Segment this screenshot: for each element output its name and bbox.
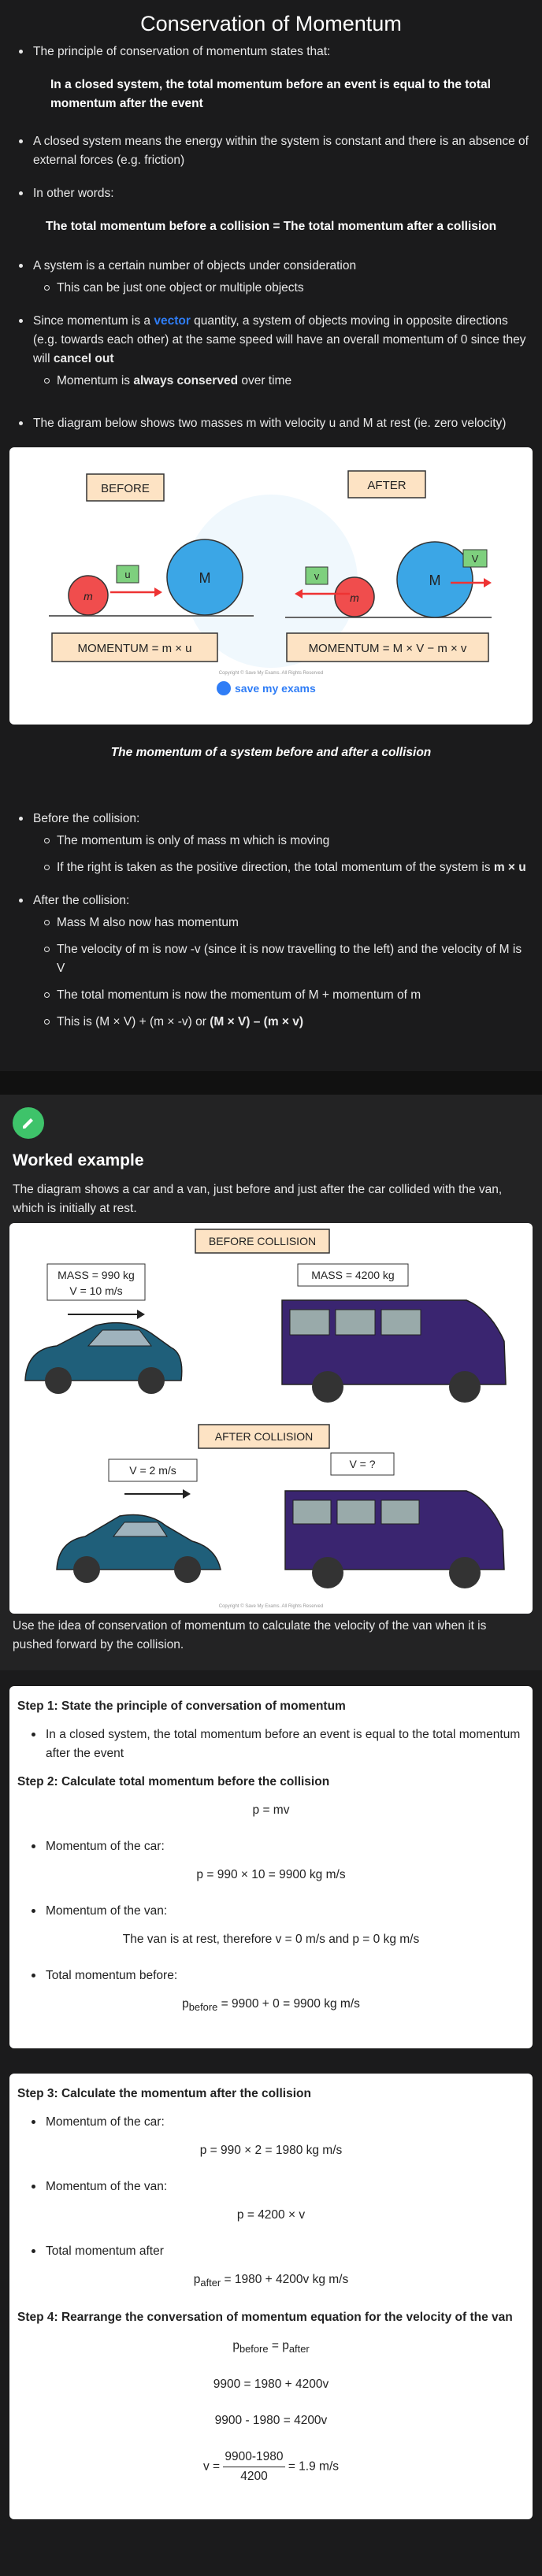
van-wheel <box>449 1371 481 1403</box>
solution-card-2 <box>9 2074 533 2519</box>
before-2-bold: m × u <box>493 861 526 875</box>
sub-item: The velocity of m is now -v (since it is now travelling to the left) and the velocity of M is V <box>57 940 529 978</box>
denominator: 4200 <box>240 2469 268 2483</box>
car-velocity: V = 10 m/s <box>69 1284 123 1297</box>
car-mass: MASS = 990 kg <box>58 1268 135 1281</box>
after-label: After the collision: <box>33 894 130 908</box>
before-label: Before the collision: <box>33 812 140 826</box>
copyright: Copyright © Save My Exams. All Rights Reserved <box>218 1603 324 1609</box>
section-divider <box>0 1071 542 1095</box>
mass-m-label-after: m <box>350 591 359 605</box>
subscript: before <box>188 2001 218 2014</box>
car-after-arrow-head <box>183 1489 191 1499</box>
van-after-window <box>381 1500 419 1524</box>
pencil-icon <box>13 1107 44 1139</box>
van-wheel <box>312 1371 343 1403</box>
van-window <box>290 1310 329 1335</box>
u-label: u <box>124 569 131 581</box>
vector-link[interactable]: vector <box>154 314 191 328</box>
worked-heading: Worked example <box>13 1151 144 1170</box>
step-4-heading: Step 4: Rearrange the conversation of momentum equation for the velocity of the van <box>17 2311 513 2325</box>
car-after-wheel <box>73 1556 100 1583</box>
intro-b6: The diagram below shows two masses m with velocity u and M at rest (ie. zero velocity) <box>33 417 507 431</box>
step-2-car: Momentum of the car: <box>46 1837 525 1856</box>
equation <box>17 2270 525 2291</box>
intro-b5-bold: cancel out <box>53 352 114 366</box>
van-after-window <box>293 1500 331 1524</box>
p-symbol: p <box>232 2339 239 2353</box>
equation-rhs: = 1980 + 4200v kg m/s <box>221 2273 349 2287</box>
intro-list-2 <box>13 132 529 203</box>
van-after-window <box>337 1500 375 1524</box>
list-item <box>33 43 529 61</box>
sub-bold: always conserved <box>133 374 239 388</box>
intro-b5-pre: Since momentum is a <box>33 314 154 328</box>
van-after-wheel <box>312 1557 343 1588</box>
van-after-velocity: V = ? <box>349 1457 376 1470</box>
car-after-wheel <box>174 1556 201 1583</box>
after-4-pre: This is (M × V) + (m × -v) or <box>57 1015 210 1029</box>
car-van-svg <box>9 1223 533 1614</box>
mass-M-label-after: M <box>429 573 441 589</box>
equation: p = 990 × 2 = 1980 kg m/s <box>199 2144 343 2158</box>
list-item <box>33 414 529 433</box>
car-wheel <box>138 1367 165 1394</box>
sub-item: This can be just one object or multiple objects <box>57 279 529 298</box>
intro-list-3 <box>13 257 529 433</box>
list-item <box>33 257 529 298</box>
intro-b1: The principle of conservation of momentum states that: <box>33 45 331 58</box>
p-symbol: p <box>282 2339 289 2353</box>
subscript: before <box>239 2343 269 2355</box>
equation-rhs: = 1.9 m/s <box>284 2459 340 2474</box>
intro-b3: In other words: <box>33 187 114 201</box>
u-arrow-head <box>154 587 162 597</box>
equation-rhs: = 9900 + 0 = 9900 kg m/s <box>217 1997 360 2011</box>
before-collision-label: BEFORE COLLISION <box>208 1234 317 1247</box>
logo-text: save my exams <box>235 682 316 695</box>
car-arrow-head <box>137 1310 145 1319</box>
mass-m-label: m <box>84 590 93 603</box>
content <box>0 43 542 2519</box>
intro-b4: A system is a certain number of objects under consideration <box>33 259 357 273</box>
van-after-wheel <box>449 1557 481 1588</box>
after-label: AFTER <box>367 479 406 493</box>
step-2-heading: Step 2: Calculate total momentum before the collision <box>17 1775 330 1789</box>
page-title: Conservation of Momentum <box>140 12 402 35</box>
momentum-diagram-svg <box>9 447 533 725</box>
car-after-velocity: V = 2 m/s <box>129 1463 176 1477</box>
v-label: v <box>314 570 320 583</box>
p-symbol: p <box>182 1997 189 2011</box>
list-item <box>33 184 529 203</box>
intro-list <box>13 43 529 61</box>
solution-card-1 <box>9 1686 533 2048</box>
equation: The van is at rest, therefore v = 0 m/s and p = 0 kg m/s <box>122 1933 420 1947</box>
p-symbol: p <box>193 2273 201 2287</box>
list-item <box>33 891 529 1032</box>
equation: 9900 - 1980 = 4200v <box>214 2413 328 2427</box>
momentum-after: MOMENTUM = M × V − m × v <box>308 642 467 656</box>
after-4-bold: (M × V) – (m × v) <box>210 1015 304 1029</box>
equation-lhs: v = <box>202 2459 224 2474</box>
van-window <box>381 1310 421 1335</box>
logo-icon <box>217 681 231 695</box>
sub-item <box>57 858 529 877</box>
step-3-car: Momentum of the car: <box>46 2113 525 2132</box>
sub-pre: Momentum is <box>57 374 134 388</box>
diagram-caption: The momentum of a system before and after a collision <box>110 746 432 760</box>
sub-item: Mass M also now has momentum <box>57 914 529 932</box>
collision-list <box>13 810 529 1032</box>
van-window <box>336 1310 375 1335</box>
equation <box>17 1995 525 2015</box>
sub-item: The total momentum is now the momentum of M + momentum of m <box>57 986 529 1005</box>
collision-statement: The total momentum before a collision = The total momentum after a collision <box>45 220 497 234</box>
step-2-total: Total momentum before: <box>46 1966 525 1985</box>
worked-example <box>0 1095 542 1670</box>
step-3-van: Momentum of the van: <box>46 2178 525 2196</box>
subscript: after <box>200 2277 221 2289</box>
worked-instruction: Use the idea of conservation of momentum to calculate the velocity of the van when it is pushed forward by the collision. <box>13 1618 487 1651</box>
step-1-text: In a closed system, the total momentum before an event is equal to the total momentum after the event <box>46 1725 525 1763</box>
car-wheel <box>45 1367 72 1394</box>
worked-question: The diagram shows a car and a van, just before and just after the car collided with the van, which is initially at rest. <box>13 1182 503 1215</box>
equation <box>17 2448 525 2486</box>
sub-post: over time <box>238 374 292 388</box>
step-3-total: Total momentum after <box>46 2242 525 2261</box>
equation: 9900 = 1980 + 4200v <box>213 2377 329 2391</box>
momentum-diagram <box>9 447 533 725</box>
van-mass: MASS = 4200 kg <box>311 1268 395 1281</box>
intro-b5-mid: quantity, a system of objects moving in opposite directions (e.g. towards each other) at the same speed will have an overall momentum of 0 since they will <box>33 314 526 366</box>
sub-item: The momentum is only of mass m which is moving <box>57 832 529 851</box>
step-2-van: Momentum of the van: <box>46 1902 525 1921</box>
step-3-heading: Step 3: Calculate the momentum after the collision <box>17 2087 311 2101</box>
car-van-diagram <box>9 1223 533 1614</box>
sub-item <box>57 1013 529 1032</box>
list-item <box>33 132 529 170</box>
V-label: V <box>471 553 479 565</box>
sub-item <box>57 372 529 391</box>
list-item <box>33 312 529 391</box>
copyright: Copyright © Save My Exams. All Rights Reserved <box>218 671 324 676</box>
subscript: after <box>288 2343 310 2355</box>
momentum-before: MOMENTUM = m × u <box>77 642 192 656</box>
after-collision-label: AFTER COLLISION <box>214 1429 314 1443</box>
intro-b2: A closed system means the energy within the system is constant and there is an absence of external forces (e.g. friction) <box>33 135 529 168</box>
principle-statement: In a closed system, the total momentum before an event is equal to the total momentum after the event <box>50 78 491 111</box>
mass-M-label: M <box>199 570 211 587</box>
list-item <box>33 810 529 877</box>
numerator: 9900-1980 <box>223 2448 284 2467</box>
equation: $p_{before} = p_{after}$ <box>232 2339 310 2355</box>
before-2: If the right is taken as the positive direction, the total momentum of the system is <box>57 861 491 875</box>
equation: p = mv <box>252 1803 290 1818</box>
spacer <box>0 1670 542 1686</box>
fraction <box>223 2448 284 2486</box>
equation: p = 990 × 10 = 9900 kg m/s <box>196 1868 346 1882</box>
before-label: BEFORE <box>101 482 150 496</box>
V-arrow-head <box>484 578 492 587</box>
equation: p = 4200 × v <box>236 2208 306 2222</box>
step-1-heading: Step 1: State the principle of conversation of momentum <box>17 1699 346 1713</box>
